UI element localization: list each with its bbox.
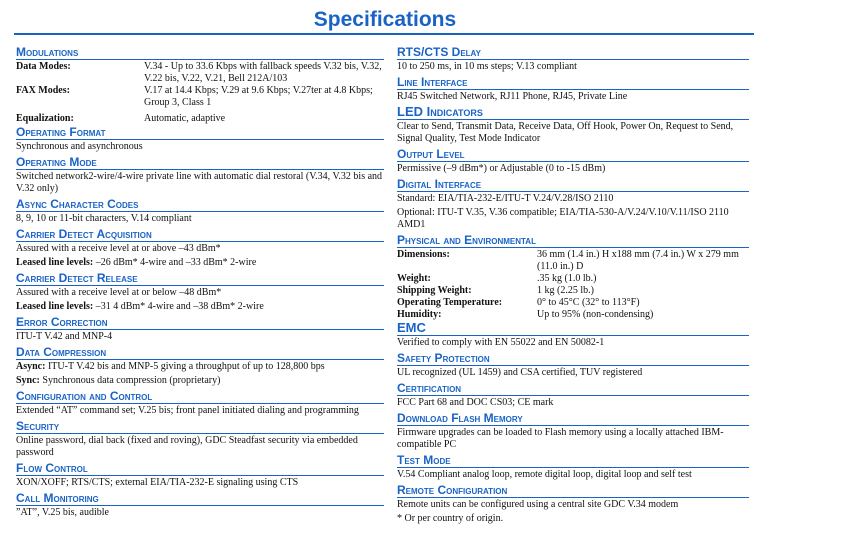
spec-key: Weight:	[397, 273, 431, 284]
section-heading: Certification	[397, 381, 749, 396]
section-text: RJ45 Switched Network, RJ11 Phone, RJ45, Private Line	[397, 91, 628, 102]
section-text: Clear to Send, Transmit Data, Receive Data, Off Hook, Power On, Request to Send, Signal Quality, Test Mode Indicator	[397, 121, 734, 144]
section-heading: Operating Format	[16, 125, 384, 140]
section-remote-configuration	[397, 483, 749, 511]
spec-row	[16, 113, 384, 125]
bold-line-text: –31 4 dBm* 4-wire and –38 dBm* 2-wire	[93, 301, 264, 312]
page-title: Specifications	[313, 8, 457, 31]
section-text: Remote units can be configured using a central site GDC V.34 modem	[397, 499, 679, 510]
section-flow-control	[16, 461, 384, 489]
spec-key: Equalization:	[16, 113, 74, 124]
spec-value: V.34 - Up to 33.6 Kbps with fallback speeds V.32 bis, V.32, V.22 bis, V.22, V.21, Bell 212A/103	[144, 61, 382, 84]
section-heading: Line Interface	[397, 75, 749, 90]
section-heading: Download Flash Memory	[397, 411, 749, 426]
section-heading: Flow Control	[16, 461, 384, 476]
section-text: ”AT”, V.25 bis, audible	[16, 507, 109, 518]
section-carrier-detect-release	[16, 271, 384, 313]
section-heading: Operating Mode	[16, 155, 384, 170]
spec-key: Data Modes:	[16, 61, 71, 72]
bold-label: Leased line levels:	[16, 301, 94, 312]
section-carrier-detect-acquisition	[16, 227, 384, 269]
section-heading: LED Indicators	[397, 105, 749, 120]
spec-key: Operating Temperature:	[397, 297, 503, 308]
section-text: V.54 Compliant analog loop, remote digital loop, digital loop and self test	[397, 469, 692, 480]
section-text: Online password, dial back (fixed and roving), GDC Steadfast security via embedded password	[16, 435, 358, 458]
bold-label: Leased line levels:	[16, 257, 94, 268]
spec-row	[16, 61, 384, 85]
section-heading: Test Mode	[397, 453, 749, 468]
spec-key: Shipping Weight:	[397, 285, 472, 296]
section-async-character-codes	[16, 197, 384, 225]
section-certification	[397, 381, 749, 409]
spec-row	[397, 285, 749, 297]
spec-value: .35 kg (1.0 lb.)	[537, 273, 597, 284]
spec-value: V.17 at 14.4 Kbps; V.29 at 9.6 Kbps; V.27ter at 4.8 Kbps; Group 3, Class 1	[144, 85, 373, 108]
spec-row	[397, 273, 749, 285]
spec-value: 1 kg (2.25 lb.)	[537, 285, 594, 296]
spec-value: Automatic, adaptive	[144, 113, 226, 124]
section-heading: Modulations	[16, 45, 384, 60]
spec-value: 0° to 45°C (32° to 113°F)	[537, 297, 640, 308]
section-configuration-and-control	[16, 389, 384, 417]
spec-value: Up to 95% (non-condensing)	[537, 309, 654, 320]
bold-label: Sync:	[16, 375, 40, 386]
section-rts-cts-delay	[397, 45, 749, 73]
section-text: Assured with a receive level at or below –48 dBm*	[16, 287, 222, 298]
title-rule	[14, 33, 754, 35]
section-line-interface	[397, 75, 749, 103]
section-text: Assured with a receive level at or above –43 dBm*	[16, 243, 221, 254]
section-text: Permissive (–9 dBm*) or Adjustable (0 to -15 dBm)	[397, 163, 606, 174]
section-operating-format	[16, 125, 384, 153]
section-text: Standard: EIA/TIA-232-E/ITU-T V.24/V.28/ISO 2110	[397, 193, 614, 204]
section-text: UL recognized (UL 1459) and CSA certified, TUV registered	[397, 367, 643, 378]
section-text: ITU-T V.42 and MNP-4	[16, 331, 113, 342]
bold-line-text: –26 dBm* 4-wire and –33 dBm* 2-wire	[93, 257, 257, 268]
spec-row	[397, 309, 749, 321]
left-column	[16, 45, 384, 521]
spec-row	[397, 297, 749, 309]
section-text: XON/XOFF; RTS/CTS; external EIA/TIA-232-E signaling using CTS	[16, 477, 299, 488]
section-emc	[397, 321, 749, 349]
section-heading: Async Character Codes	[16, 197, 384, 212]
section-bold-line-2	[16, 375, 384, 387]
section-bold-line	[16, 257, 384, 269]
spec-row	[16, 85, 384, 109]
section-text: Verified to comply with EN 55022 and EN 50082-1	[397, 337, 605, 348]
section-data-compression	[16, 345, 384, 387]
bold-label: Async:	[16, 361, 46, 372]
section-physical-and-environmental	[397, 233, 749, 321]
section-heading: Carrier Detect Acquisition	[16, 227, 384, 242]
bold-line-text: ITU-T V.42 bis and MNP-5 giving a throughput of up to 128,800 bps	[45, 361, 325, 372]
section-heading: Error Correction	[16, 315, 384, 330]
section-text: 8, 9, 10 or 11-bit characters, V.14 compliant	[16, 213, 192, 224]
section-bold-line	[16, 301, 384, 313]
spec-key: Humidity:	[397, 309, 442, 320]
section-operating-mode	[16, 155, 384, 195]
section-text-2: Optional: ITU-T V.35, V.36 compatible; EIA/TIA-530-A/V.24/V.10/V.11/ISO 2110 AMD1	[397, 207, 729, 230]
section-digital-interface	[397, 177, 749, 231]
section-heading: Remote Configuration	[397, 483, 749, 498]
section-heading: Security	[16, 419, 384, 434]
section-text: 10 to 250 ms, in 10 ms steps; V.13 compliant	[397, 61, 577, 72]
section-security	[16, 419, 384, 459]
section-heading: Safety Protection	[397, 351, 749, 366]
section-text: Extended “AT” command set; V.25 bis; front panel initiated dialing and programming	[16, 405, 359, 416]
section-heading: Output Level	[397, 147, 749, 162]
section-led-indicators	[397, 105, 749, 145]
spec-value: 36 mm (1.4 in.) H x188 mm (7.4 in.) W x 279 mm (11.0 in.) D	[537, 249, 739, 272]
section-heading: Digital Interface	[397, 177, 749, 192]
section-heading: EMC	[397, 321, 749, 336]
section-heading: RTS/CTS Delay	[397, 45, 749, 60]
right-column	[397, 45, 749, 525]
section-bold-line	[16, 361, 384, 373]
section-test-mode	[397, 453, 749, 481]
footnote: * Or per country of origin.	[397, 513, 504, 524]
spec-key: Dimensions:	[397, 249, 450, 260]
section-heading: Carrier Detect Release	[16, 271, 384, 286]
section-text: Firmware upgrades can be loaded to Flash memory using a locally attached IBM-compatible PC	[397, 427, 724, 450]
bold-line-text: Synchronous data compression (proprietary)	[39, 375, 221, 386]
section-heading: Call Monitoring	[16, 491, 384, 506]
section-download-flash-memory	[397, 411, 749, 451]
section-output-level	[397, 147, 749, 175]
section-heading: Configuration and Control	[16, 389, 384, 404]
section-modulations	[16, 45, 384, 125]
spec-row	[397, 249, 749, 273]
section-safety-protection	[397, 351, 749, 379]
section-heading: Physical and Environmental	[397, 233, 749, 248]
section-call-monitoring	[16, 491, 384, 519]
spec-key: FAX Modes:	[16, 85, 70, 96]
section-error-correction	[16, 315, 384, 343]
section-text: Switched network2-wire/4-wire private line with automatic dial restoral (V.34, V.32 bis and V.32 only)	[16, 171, 383, 194]
section-text: FCC Part 68 and DOC CS03; CE mark	[397, 397, 554, 408]
section-heading: Data Compression	[16, 345, 384, 360]
section-text: Synchronous and asynchronous	[16, 141, 143, 152]
